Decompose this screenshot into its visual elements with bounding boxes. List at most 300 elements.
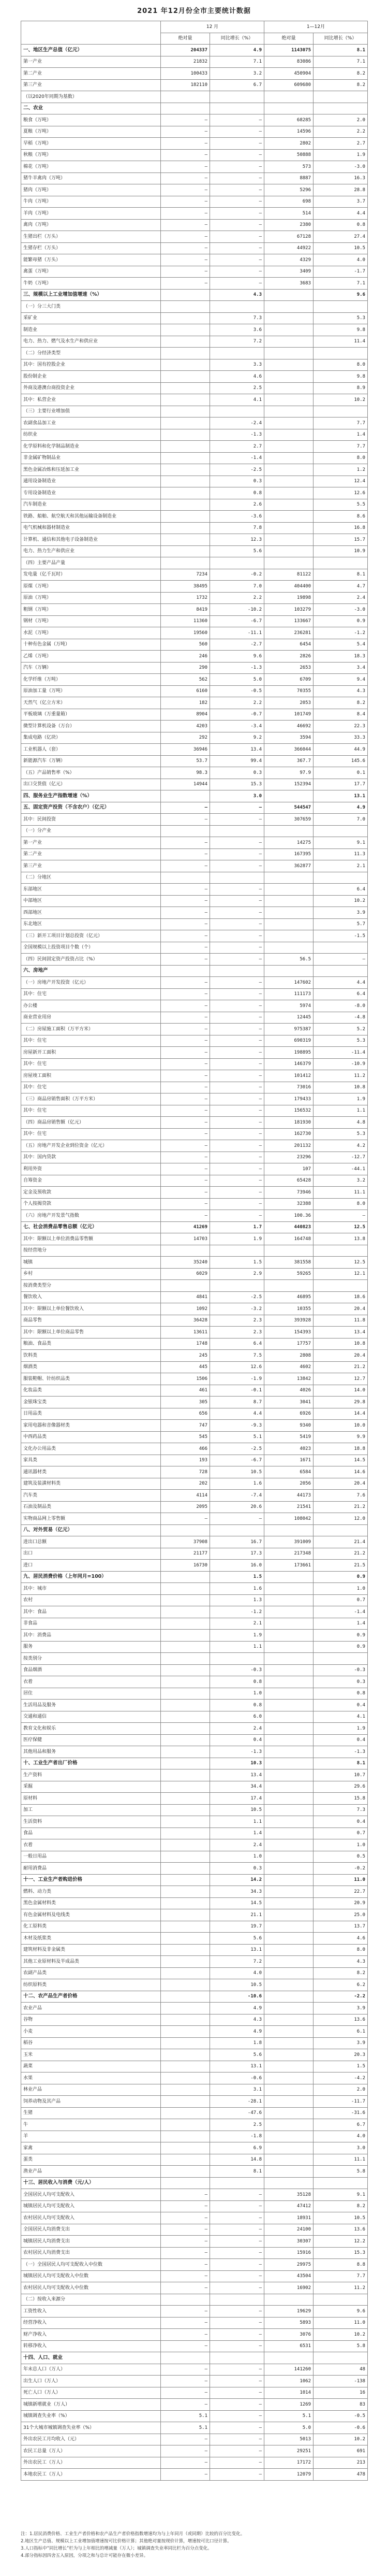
indicator-cell: 专用设备制造业 [21,487,161,499]
month-growth-cell: -47.6 [210,2107,264,2119]
indicator-cell: 木材及纸浆类 [21,1933,161,1945]
footnote: 注：1.居民消费价格、工业生产者价格和农产品生产者价格指数增速均为与上年同月（或同期）比较的百分比变化。 [21,2531,245,2537]
month-growth-cell: 10.5 [210,1804,264,1816]
table-row [21,1560,368,1572]
cumulative-growth-cell: 14.0 [314,1385,368,1397]
month-growth-cell: -2.5 [210,1443,264,1455]
month-growth-cell: 0.4 [210,1734,264,1746]
indicator-cell: 利用外资 [21,1163,161,1175]
cumulative-growth-cell: 4.1 [314,1711,368,1723]
month-value-cell [161,2107,210,2119]
indicator-cell: 其中：消费品 [21,1630,161,1642]
month-growth-cell: — [210,2189,264,2201]
table-row [21,1653,368,1665]
month-growth-cell: 2.5 [210,382,264,394]
month-value-cell [161,1630,210,1642]
cumulative-value-cell [264,965,314,977]
month-value-cell [161,1734,210,1746]
cumulative-value-cell [264,359,314,371]
table-row [21,1140,368,1152]
cumulative-growth-cell: 8.1 [314,569,368,581]
month-growth-cell: -1.2 [210,1606,264,1618]
cumulative-value-cell [264,2177,314,2189]
month-value-cell: — [161,1000,210,1012]
indicator-cell: 进出口总额 [21,1536,161,1548]
cumulative-growth-cell: 14.5 [314,1455,368,1466]
month-growth-cell: 10.3 [210,1758,264,1769]
cumulative-growth-cell: 5.4 [314,639,368,651]
table-row [21,662,368,674]
table-row [21,581,368,593]
month-value-cell [161,872,210,884]
table-row [21,1257,368,1269]
cumulative-growth-cell: -1.3 [314,1746,368,1758]
month-growth-cell: — [210,242,264,254]
indicator-cell: 城镇居民人均可支配收入中位数 [21,2270,161,2282]
month-growth-cell [210,1280,264,1292]
table-row [21,1058,368,1070]
month-value-cell: 4841 [161,1291,210,1303]
indicator-cell: 十种有色金属（万吨） [21,639,161,651]
cumulative-growth-cell: 4.3 [314,685,368,697]
cumulative-value-cell: 97.9 [264,767,314,779]
cumulative-growth-cell: 3.4 [314,662,368,674]
table-row [21,231,368,243]
cumulative-value-cell [264,301,314,313]
table-row [21,1967,368,1979]
month-value-cell: — [161,1152,210,1163]
month-growth-cell: 13.4 [210,744,264,756]
cumulative-value-cell [264,464,314,476]
cumulative-growth-cell: 3.0 [314,2142,368,2154]
indicator-cell: 非食品 [21,1618,161,1630]
month-growth-cell: — [210,895,264,907]
cumulative-value-cell: 32388 [264,1198,314,1210]
table-row [21,2166,368,2178]
month-value-cell: 36946 [161,744,210,756]
cumulative-value-cell: 73016 [264,1082,314,1093]
cumulative-value-cell [264,545,314,557]
indicator-cell: 饮料类 [21,1350,161,1362]
indicator-cell: 其中：民间投资 [21,814,161,826]
indicator-cell: 第三产业 [21,860,161,872]
cumulative-growth-cell: 11.2 [314,1070,368,1082]
indicator-cell: 水果 [21,2073,161,2084]
month-growth-cell: — [210,2410,264,2422]
month-growth-cell: 16.7 [210,1536,264,1548]
month-growth-cell: 9.2 [210,732,264,744]
month-value-cell [161,1711,210,1723]
table-row [21,1839,368,1851]
indicator-cell: 农村居民人均消费支出 [21,2247,161,2259]
table-row [21,418,368,429]
month-growth-cell: — [210,196,264,208]
table-row [21,1536,368,1548]
cumulative-growth-cell: 3.7 [314,196,368,208]
month-growth-cell: — [210,1093,264,1105]
month-growth-cell: 2.3 [210,1315,264,1327]
indicator-cell: 汽车类 [21,1490,161,1502]
indicator-cell: （一）分三大门类 [21,301,161,313]
month-value-cell [161,452,210,464]
indicator-cell: 集成电路（亿块） [21,732,161,744]
cumulative-growth-cell: 4.3 [314,1956,368,1968]
cumulative-value-cell: 17172 [264,2457,314,2469]
month-value-cell: — [161,278,210,290]
table-row [21,1397,368,1408]
section-row [21,1221,368,1233]
table-row [21,1909,368,1921]
cumulative-value-cell [264,289,314,301]
cumulative-growth-cell [314,301,368,313]
indicator-cell: 其中：城市 [21,1583,161,1595]
cumulative-value-cell: 56.5 [264,954,314,966]
month-growth-cell: 4.3 [210,289,264,301]
month-growth-cell: 7.5 [210,1350,264,1362]
month-growth-cell: -0.5 [210,685,264,697]
table-row [21,1513,368,1525]
cumulative-growth-cell: 5.5 [314,499,368,511]
cumulative-growth-cell [314,2352,368,2364]
cumulative-value-cell: 13842 [264,1373,314,1385]
cumulative-value-cell [264,418,314,429]
month-value-cell: — [161,1024,210,1035]
table-row [21,930,368,942]
indicator-cell: 饲养动物及其产品 [21,2096,161,2108]
indicator-cell: 定金及预收款 [21,1187,161,1199]
indicator-cell: （以2020年同期为基数） [21,91,161,103]
table-row [21,219,368,231]
indicator-cell: 农村 [21,1594,161,1606]
cumulative-growth-cell: 7.6 [314,1490,368,1502]
month-value-cell [161,382,210,394]
cumulative-growth-cell: 8.0 [314,452,368,464]
cumulative-value-cell: 391009 [264,1536,314,1548]
cumulative-value-cell: 100.36 [264,1210,314,1222]
month-value-cell: 1092 [161,1303,210,1315]
cumulative-value-cell: 4602 [264,1361,314,1373]
cumulative-growth-cell: 44.9 [314,744,368,756]
table-row [21,569,368,581]
indicator-cell: 东部地区 [21,884,161,896]
cumulative-value-cell [264,1571,314,1583]
month-value-cell: — [161,1093,210,1105]
cumulative-growth-cell: 9.1 [314,837,368,849]
indicator-cell: 石油及制品类 [21,1501,161,1513]
cumulative-growth-cell: 0.7 [314,1594,368,1606]
cumulative-growth-cell [314,348,368,359]
table-row [21,1676,368,1688]
month-value-cell [161,1571,210,1583]
month-value-cell: 466 [161,1443,210,1455]
month-value-cell: — [161,184,210,196]
cumulative-value-cell: 1062 [264,2376,314,2387]
month-growth-cell: 21.1 [210,1909,264,1921]
cumulative-value-cell: 67128 [264,231,314,243]
month-value-cell: — [161,860,210,872]
table-row [21,685,368,697]
footnote: 2.地区生产总值、规模以上工业增加值增速按可比价格计算；其他绝对量按现价计算，增速按可比口径计算。 [21,2539,232,2544]
indicator-cell: （一）全国居民人均可支配收入中位数 [21,2259,161,2271]
month-value-cell [161,301,210,313]
cumulative-value-cell [264,1827,314,1839]
indicator-cell: 按消费类型分 [21,1280,161,1292]
month-growth-cell: 2.2 [210,592,264,604]
table-row [21,126,368,138]
table-row [21,615,368,627]
table-row [21,301,368,313]
table-row [21,1618,368,1630]
cumulative-value-cell: 609680 [264,79,314,91]
table-row [21,592,368,604]
table-row [21,312,368,324]
month-value-cell [161,312,210,324]
header-cumulative-value: 绝对量 [264,33,314,45]
month-value-cell: 202 [161,1478,210,1490]
cumulative-growth-cell: 7.3 [314,1804,368,1816]
month-value-cell [161,1594,210,1606]
month-value-cell: 38495 [161,581,210,593]
cumulative-growth-cell: 12.5 [314,1221,368,1233]
cumulative-value-cell [264,1967,314,1979]
month-value-cell: — [161,2364,210,2376]
cumulative-value-cell: 19629 [264,2306,314,2318]
month-value-cell [161,324,210,336]
month-value-cell: 16730 [161,1560,210,1572]
cumulative-growth-cell: 83 [314,2399,368,2411]
footnote: 3.人口指标中“同比增长”栏为与上年相比的增减量（万人）；城镇调查失业率同比栏为百分点变化。 [21,2546,212,2551]
month-growth-cell: — [210,2270,264,2282]
indicator-cell: 房屋竣工面积 [21,1070,161,1082]
month-growth-cell: — [210,1175,264,1187]
table-row [21,1187,368,1199]
month-growth-cell: — [210,184,264,196]
cumulative-growth-cell: 5.7 [314,918,368,930]
indicator-cell: 生活资料 [21,1816,161,1828]
cumulative-growth-cell [314,1280,368,1292]
cumulative-growth-cell: 478 [314,2469,368,2481]
indicator-cell: 中西药品类 [21,1431,161,1443]
month-growth-cell: 2.4 [210,1839,264,1851]
cumulative-value-cell [264,429,314,441]
cumulative-growth-cell: 11.1 [314,2154,368,2166]
table-row [21,988,368,1000]
month-growth-cell: — [210,2247,264,2259]
table-row [21,1606,368,1618]
month-value-cell [161,2061,210,2073]
month-growth-cell: — [210,2212,264,2224]
cumulative-growth-cell: 11.0 [314,1874,368,1886]
cumulative-value-cell [264,1734,314,1746]
cumulative-growth-cell: 7.1 [314,56,368,68]
header-month-group: 12 月 [161,21,264,33]
table-row [21,1956,368,1968]
month-value-cell: — [161,114,210,126]
month-growth-cell: 1.6 [210,1583,264,1595]
indicator-cell: 十四、人口、就业 [21,2352,161,2364]
table-row [21,2189,368,2201]
month-growth-cell: 1.8 [210,2037,264,2049]
indicator-cell: 粗钢（万吨） [21,604,161,616]
indicator-cell: 新能源汽车（万辆） [21,755,161,767]
indicator-cell: 家用电器和音像器材类 [21,1420,161,1432]
month-value-cell: 292 [161,732,210,744]
month-growth-cell: — [210,1140,264,1152]
table-row [21,266,368,278]
table-row [21,2282,368,2294]
table-row [21,2212,368,2224]
indicator-cell: 建筑材料及非金属类 [21,1944,161,1956]
month-value-cell [161,1921,210,1933]
cumulative-growth-cell: -1.2 [314,627,368,639]
cumulative-growth-cell: 21.2 [314,1501,368,1513]
month-growth-cell: 6.0 [210,1711,264,1723]
cumulative-growth-cell: 21.2 [314,1548,368,1560]
cumulative-value-cell: 2808 [264,1350,314,1362]
month-growth-cell: — [210,814,264,826]
month-growth-cell: -0.3 [210,1664,264,1676]
indicator-cell: 蔬菜 [21,2061,161,2073]
indicator-cell: 外商及港澳台商投资企业 [21,382,161,394]
cumulative-growth-cell: 10.8 [314,1082,368,1093]
indicator-cell: 教育文化和娱乐 [21,1723,161,1735]
cumulative-value-cell [264,2026,314,2038]
month-growth-cell: -3.6 [210,511,264,523]
table-row [21,1431,368,1443]
cumulative-value-cell: 8887 [264,172,314,184]
cumulative-value-cell: 147602 [264,977,314,989]
cumulative-value-cell: 133667 [264,615,314,627]
month-growth-cell: 7.2 [210,336,264,348]
month-growth-cell: — [210,930,264,942]
indicator-cell: 林业产品 [21,2084,161,2096]
month-growth-cell: 15.3 [210,779,264,790]
cumulative-growth-cell: 14.6 [314,1466,368,1478]
cumulative-growth-cell: 21.2 [314,1361,368,1373]
table-row [21,2037,368,2049]
cumulative-growth-cell: 0.9 [314,1641,368,1653]
table-row [21,1163,368,1175]
month-value-cell: 4114 [161,1490,210,1502]
month-value-cell [161,1897,210,1909]
month-value-cell [161,1979,210,1991]
indicator-cell: 全国规模以上投资项目个数（个） [21,942,161,954]
cumulative-growth-cell: 18.3 [314,651,368,663]
section-row [21,1991,368,2003]
month-value-cell: — [161,2434,210,2445]
cumulative-growth-cell: 21.5 [314,1560,368,1572]
cumulative-value-cell [264,1594,314,1606]
cumulative-growth-cell: 15.7 [314,534,368,546]
cumulative-value-cell: 6926 [264,1408,314,1420]
table-row [21,1373,368,1385]
cumulative-value-cell [264,1874,314,1886]
cumulative-value-cell [264,1700,314,1711]
cumulative-growth-cell: 10.2 [314,394,368,406]
indicator-cell: 牛奶（万吨） [21,278,161,290]
cumulative-growth-cell [314,2177,368,2189]
month-value-cell [161,965,210,977]
cumulative-value-cell: 217348 [264,1548,314,1560]
table-row [21,2457,368,2469]
month-value-cell [161,825,210,837]
table-row [21,2329,368,2341]
month-growth-cell: 12.6 [210,1361,264,1373]
table-row [21,697,368,709]
indicator-cell: 年末总人口（万人） [21,2364,161,2376]
cumulative-value-cell: 366044 [264,744,314,756]
indicator-cell: 居住 [21,1688,161,1700]
indicator-cell: 农业产品 [21,2003,161,2014]
cumulative-growth-cell: 16.8 [314,522,368,534]
table-row [21,2026,368,2038]
indicator-cell: 房屋新开工面积 [21,1047,161,1059]
cumulative-growth-cell: 13.4 [314,1327,368,1339]
table-row [21,2073,368,2084]
month-value-cell: — [161,2469,210,2481]
table-row [21,627,368,639]
cumulative-value-cell: 3594 [264,732,314,744]
table-row [21,2224,368,2236]
indicator-cell: 交通和通信 [21,1711,161,1723]
cumulative-growth-cell: 18.8 [314,1443,368,1455]
cumulative-value-cell: 2802 [264,138,314,150]
month-growth-cell: 3.0 [210,790,264,802]
table-row [21,1268,368,1280]
indicator-cell: 电力、热力、燃气及水生产和供应业 [21,336,161,348]
cumulative-growth-cell: 3.2 [314,1175,368,1187]
month-value-cell [161,2096,210,2108]
cumulative-growth-cell: 10.8 [314,1338,368,1350]
cumulative-value-cell [264,918,314,930]
table-row [21,91,368,103]
table-row [21,1793,368,1805]
table-row [21,1327,368,1339]
month-value-cell: — [161,1163,210,1175]
cumulative-value-cell [264,1781,314,1793]
indicator-cell: 平板玻璃（万重量箱） [21,709,161,721]
table-row [21,814,368,826]
indicator-cell: 化学纤维（万吨） [21,674,161,686]
indicator-cell: 进口 [21,1560,161,1572]
month-growth-cell: 2.9 [210,1268,264,1280]
cumulative-value-cell: 440823 [264,1221,314,1233]
indicator-cell: 通讯器材类 [21,1466,161,1478]
cumulative-growth-cell: 5.8 [314,2166,368,2178]
section-row [21,790,368,802]
indicator-cell: 医疗保健 [21,1734,161,1746]
month-growth-cell: 0.3 [210,1863,264,1875]
table-body [21,45,368,2481]
month-growth-cell: — [210,1198,264,1210]
cumulative-value-cell [264,1816,314,1828]
cumulative-growth-cell: 8.0 [314,1944,368,1956]
indicator-cell: 其他用品和服务 [21,1746,161,1758]
month-value-cell [161,2026,210,2038]
indicator-cell: 其中：国有控股企业 [21,359,161,371]
cumulative-growth-cell: 9.6 [314,289,368,301]
month-growth-cell [210,1524,264,1536]
indicator-cell: 家禽 [21,2142,161,2154]
table-row [21,2200,368,2212]
month-value-cell [161,1524,210,1536]
cumulative-growth-cell: 22.7 [314,1886,368,1898]
cumulative-value-cell [264,394,314,406]
table-row [21,1198,368,1210]
month-growth-cell: — [210,1047,264,1059]
month-growth-cell: -3.2 [210,1303,264,1315]
month-growth-cell [210,1653,264,1665]
